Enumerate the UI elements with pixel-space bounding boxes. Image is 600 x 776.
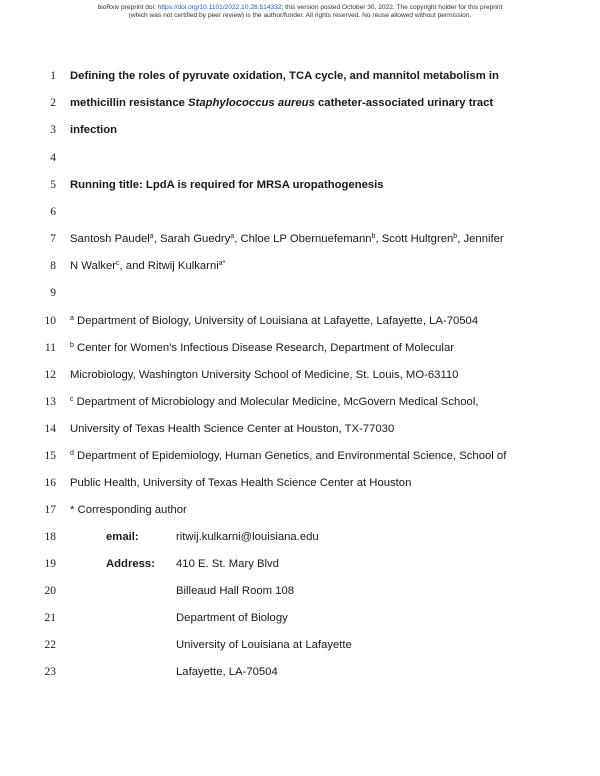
line-number: 22 (44, 639, 56, 651)
line-number: 12 (44, 369, 56, 381)
affiliation-b-cont: Microbiology, Washington University School of Medicine, St. Louis, MO-63110 (70, 369, 459, 381)
manuscript-line (0, 178, 600, 205)
affiliation-c-cont: University of Texas Health Science Center at Houston, TX-77030 (70, 423, 395, 435)
address-label: Address: (106, 558, 155, 570)
title-line-1: Defining the roles of pyruvate oxidation, TCA cycle, and mannitol metabolism in (70, 70, 499, 82)
manuscript-line (0, 584, 600, 611)
line-number: 4 (50, 152, 56, 164)
line-number: 18 (44, 531, 56, 543)
doi-link[interactable]: https://doi.org/10.1101/2022.10.28.514332 (157, 4, 282, 11)
affiliation-a: $^a$ Department of Biology, University of Louisiana at Lafayette, Lafayette, LA-70504 (70, 315, 479, 327)
line-number: 1 (50, 70, 56, 82)
manuscript-line (0, 341, 600, 368)
species-name: Staphylococcus aureus (188, 97, 315, 109)
line-number: 2 (50, 97, 56, 109)
line-number: 17 (44, 504, 56, 516)
manuscript-line (0, 530, 600, 557)
line-number: 6 (50, 206, 56, 218)
manuscript-line (0, 422, 600, 449)
manuscript-line (0, 395, 600, 422)
manuscript-line (0, 665, 600, 692)
address-line: 410 E. St. Mary Blvd (176, 558, 279, 570)
header-line-2: (which was not certified by peer review) is the author/funder. All rights reserved. No reuse allowed without permission. (128, 12, 472, 19)
manuscript-line (0, 69, 600, 96)
manuscript-line (0, 205, 600, 232)
address-line: Billeaud Hall Room 108 (176, 585, 295, 597)
line-number: 7 (50, 233, 56, 245)
line-number: 15 (44, 450, 56, 462)
affiliation-b: $^b$ Center for Women’s Infectious Disease Research, Department of Molecular (70, 342, 454, 354)
address-line: University of Louisiana at Lafayette (176, 639, 352, 651)
address-line: Department of Biology (176, 612, 288, 624)
title-line-2: methicillin resistance Staphylococcus aureus catheter-associated urinary tract (70, 97, 494, 109)
line-number: 19 (44, 558, 56, 570)
email-label: email: (106, 531, 139, 543)
line-number: 3 (50, 124, 56, 136)
title-line-3: infection (70, 124, 118, 136)
manuscript-line (0, 314, 600, 341)
author-list-line-2: N Walker$^c$, and Ritwij Kulkarni$^{a*}$ (70, 260, 226, 272)
line-number: 9 (50, 287, 56, 299)
manuscript-line (0, 259, 600, 286)
line-number: 11 (44, 342, 56, 354)
corresponding-author-label: * Corresponding author (70, 504, 187, 516)
author-list-line-1: Santosh Paudel$^a$, Sarah Guedry$^a$, Chloe LP Obernuefemann$^b$, Scott Hultgren$^b$, Jennifer (70, 233, 504, 245)
manuscript-line (0, 611, 600, 638)
line-number: 23 (44, 666, 56, 678)
manuscript-line (0, 232, 600, 259)
line-number: 5 (50, 179, 56, 191)
line-number: 16 (44, 477, 56, 489)
address-line: Lafayette, LA-70504 (176, 666, 278, 678)
affiliation-d-cont: Public Health, University of Texas Health Science Center at Houston (70, 477, 412, 489)
running-title: Running title: LpdA is required for MRSA uropathogenesis (70, 179, 384, 191)
preprint-header (0, 4, 600, 20)
manuscript-line (0, 476, 600, 503)
affiliation-c: $^c$ Department of Microbiology and Molecular Medicine, McGovern Medical School, (70, 396, 479, 408)
line-number: 10 (44, 315, 56, 327)
header-line-1: bioRxiv preprint doi: https://doi.org/10.1101/2022.10.28.514332; this version posted October 30, 2022. The copyright holder for this preprint (97, 4, 503, 11)
manuscript-line (0, 286, 600, 313)
line-number: 14 (44, 423, 56, 435)
affiliation-d: $^d$ Department of Epidemiology, Human Genetics, and Environmental Science, School of (70, 450, 507, 462)
manuscript-line (0, 123, 600, 150)
line-number: 8 (50, 260, 56, 272)
email-address[interactable]: ritwij.kulkarni@louisiana.edu (176, 531, 319, 543)
line-number: 21 (44, 612, 56, 624)
line-number: 13 (44, 396, 56, 408)
manuscript-line (0, 96, 600, 123)
manuscript-line (0, 449, 600, 476)
manuscript-line (0, 557, 600, 584)
manuscript-line (0, 638, 600, 665)
manuscript-line (0, 151, 600, 178)
manuscript-line (0, 503, 600, 530)
manuscript-line (0, 368, 600, 395)
line-number: 20 (44, 585, 56, 597)
